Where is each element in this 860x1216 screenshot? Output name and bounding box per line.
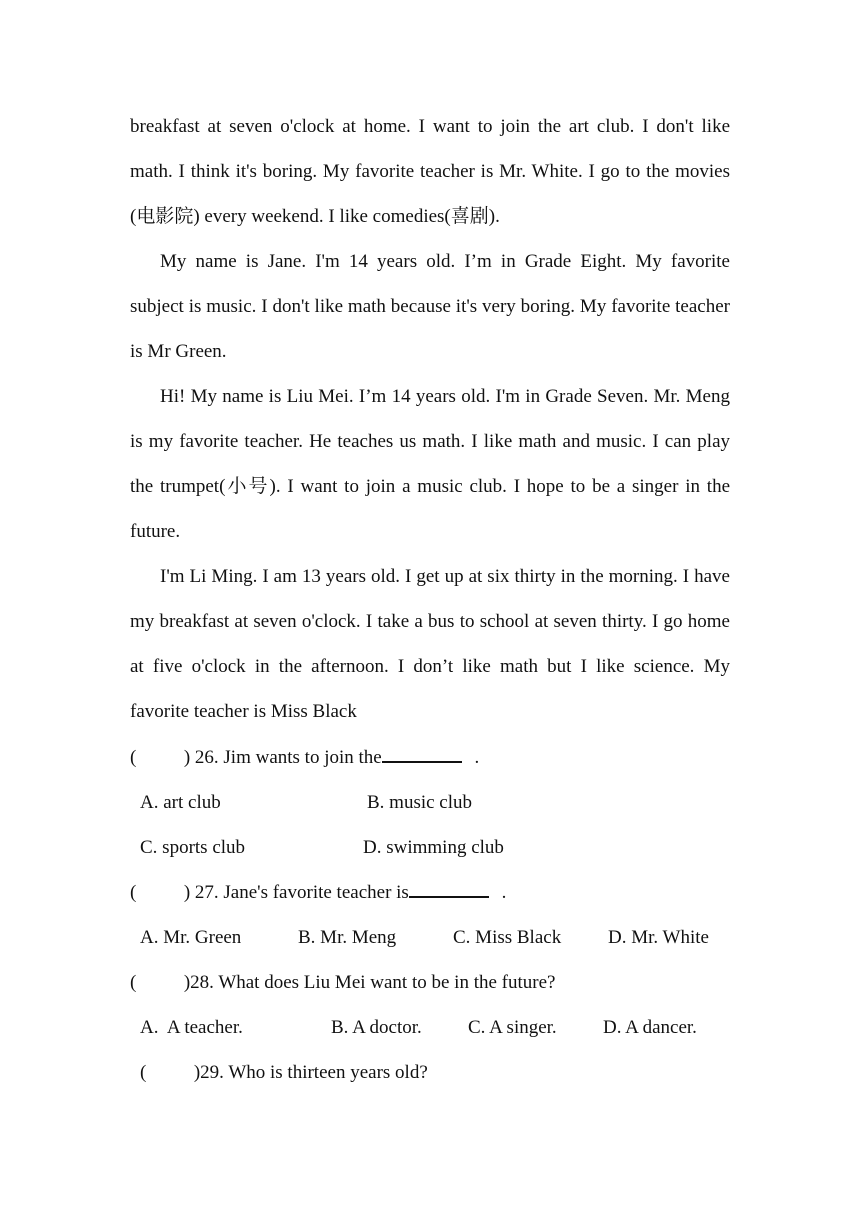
option-c[interactable]: C. Miss Black [453, 927, 562, 948]
answer-paren[interactable]: ( ) [130, 747, 191, 768]
question-text: 27. Jane's favorite teacher is [190, 882, 409, 903]
passage-paragraph-jane: My name is Jane. I'm 14 years old. I’m in Grade Eight. My favorite subject is music. I don't like math because it's very boring. My favorite teacher is Mr Green. [130, 251, 730, 362]
question-tail: . [469, 747, 480, 768]
question-tail: . [496, 882, 507, 903]
option-c[interactable]: C. A singer. [468, 1017, 557, 1038]
option-d[interactable]: D. swimming club [363, 837, 504, 858]
option-c[interactable]: C. sports club [140, 837, 246, 858]
question-text: 29. Who is thirteen years old? [200, 1062, 428, 1083]
answer-blank [409, 881, 489, 898]
option-d[interactable]: D. Mr. White [608, 927, 709, 948]
question-28 [130, 960, 555, 1005]
question-26 [130, 735, 479, 780]
option-b[interactable]: B. music club [367, 792, 473, 813]
answer-paren[interactable]: ( ) [130, 972, 191, 993]
question-text: 28. What does Liu Mei want to be in the future? [190, 972, 556, 993]
answer-paren[interactable]: ( ) [130, 882, 191, 903]
answer-blank [382, 746, 462, 763]
option-d[interactable]: D. A dancer. [603, 1017, 697, 1038]
answer-paren[interactable]: ( ) [140, 1062, 201, 1083]
passage-paragraph-liu-mei: Hi! My name is Liu Mei. I’m 14 years old. I'm in Grade Seven. Mr. Meng is my favorite teacher. He teaches us math. I like math and music. I can play the trumpet(小号). I want to join a music club. I hope to be a singer in the future. [130, 386, 730, 542]
question-27 [130, 870, 506, 915]
reading-passage [130, 104, 730, 734]
passage-paragraph-li-ming: I'm Li Ming. I am 13 years old. I get up at six thirty in the morning. I have my breakfast at seven o'clock. I take a bus to school at seven thirty. I go home at five o'clock in the afternoon. I don’t like math but I like science. My favorite teacher is Miss Black [130, 566, 730, 722]
option-a[interactable]: A. Mr. Green [140, 927, 242, 948]
option-a[interactable]: A. art club [140, 792, 221, 813]
passage-paragraph-jim: breakfast at seven o'clock at home. I want to join the art club. I don't like math. I think it's boring. My favorite teacher is Mr. White. I go to the movies (电影院) every weekend. I like comedies(喜剧). [130, 116, 730, 227]
question-text: 26. Jim wants to join the [190, 747, 382, 768]
option-b[interactable]: B. A doctor. [331, 1017, 422, 1038]
option-a[interactable]: A. A teacher. [140, 1017, 243, 1038]
question-29 [140, 1050, 428, 1095]
option-b[interactable]: B. Mr. Meng [298, 927, 397, 948]
